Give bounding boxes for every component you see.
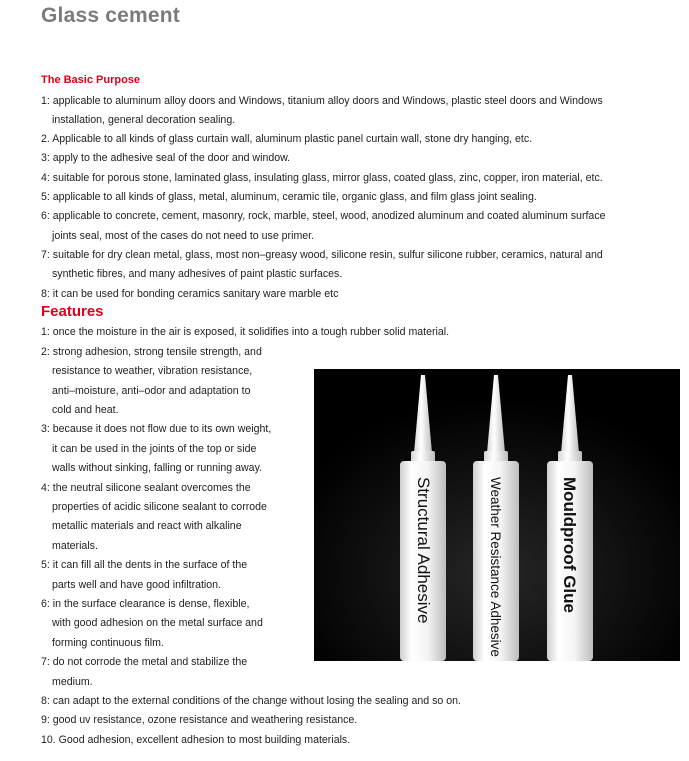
product-photo bbox=[314, 369, 680, 661]
feature-line: 4: the neutral silicone sealant overcomes the bbox=[41, 482, 251, 494]
feature-line: 10. Good adhesion, excellent adhesion to most building materials. bbox=[41, 734, 351, 746]
feature-line: materials. bbox=[52, 540, 98, 552]
feature-line: resistance to weather, vibration resistance, bbox=[52, 365, 253, 377]
feature-line: 9: good uv resistance, ozone resistance and weathering resistance. bbox=[41, 714, 358, 726]
feature-line: properties of acidic silicone sealant to corrode bbox=[52, 501, 267, 513]
feature-line: anti–moisture, anti–odor and adaptation to bbox=[52, 385, 251, 397]
purpose-line: joints seal, most of the cases do not need to use primer. bbox=[52, 230, 315, 242]
feature-line: medium. bbox=[52, 676, 93, 688]
feature-line: metallic materials and react with alkaline bbox=[52, 520, 242, 532]
feature-line: 5: it can fill all the dents in the surface of the bbox=[41, 559, 248, 571]
purpose-line: installation, general decoration sealing. bbox=[52, 114, 236, 126]
tube-label: Structural Adhesive bbox=[414, 477, 433, 624]
purpose-line: 1: applicable to aluminum alloy doors and Windows, titanium alloy doors and Windows, plastic steel doors and Windows bbox=[41, 95, 603, 107]
feature-line: parts well and have good infiltration. bbox=[52, 579, 222, 591]
feature-line: 2: strong adhesion, strong tensile strength, and bbox=[41, 346, 262, 358]
feature-line: 8: can adapt to the external conditions of the change without losing the sealing and so on. bbox=[41, 695, 461, 707]
purpose-line: 5: applicable to all kinds of glass, metal, aluminum, ceramic tile, organic glass, and film glass joint sealing. bbox=[41, 191, 537, 203]
purpose-line: 6: applicable to concrete, cement, masonry, rock, marble, steel, wood, anodized aluminum and coated aluminum surface bbox=[41, 210, 606, 222]
feature-line: walls without sinking, falling or running away. bbox=[52, 462, 263, 474]
feature-line: 3: because it does not flow due to its own weight, bbox=[41, 423, 272, 435]
purpose-line: 8: it can be used for bonding ceramics sanitary ware marble etc bbox=[41, 288, 339, 300]
sealant-tubes-image bbox=[314, 369, 680, 661]
purpose-line: 3: apply to the adhesive seal of the door and window. bbox=[41, 152, 291, 164]
tube-label: Mouldproof Glue bbox=[560, 477, 579, 613]
purpose-heading: The Basic Purpose bbox=[41, 74, 141, 86]
purpose-line: 4: suitable for porous stone, laminated glass, insulating glass, mirror glass, coated glass, zinc, copper, iron material, etc. bbox=[41, 172, 603, 184]
features-heading: Features bbox=[41, 303, 104, 320]
feature-line: cold and heat. bbox=[52, 404, 119, 416]
feature-line: 7: do not corrode the metal and stabilize the bbox=[41, 656, 248, 668]
feature-line: 6: in the surface clearance is dense, flexible, bbox=[41, 598, 250, 610]
feature-line: forming continuous film. bbox=[52, 637, 164, 649]
feature-line: 1: once the moisture in the air is exposed, it solidifies into a tough rubber solid material. bbox=[41, 326, 450, 338]
page-title: Glass cement bbox=[41, 4, 180, 27]
feature-line: it can be used in the joints of the top or side bbox=[52, 443, 257, 455]
tube-label: Weather Resistance Adhesive bbox=[488, 477, 503, 657]
purpose-line: 7: suitable for dry clean metal, glass, most non–greasy wood, silicone resin, sulfur silicone rubber, ceramics, natural and bbox=[41, 249, 603, 261]
purpose-line: 2. Applicable to all kinds of glass curtain wall, aluminum plastic panel curtain wall, stone dry hanging, etc. bbox=[41, 133, 533, 145]
purpose-line: synthetic fibres, and many adhesives of paint plastic surfaces. bbox=[52, 268, 343, 280]
feature-line: with good adhesion on the metal surface and bbox=[52, 617, 263, 629]
